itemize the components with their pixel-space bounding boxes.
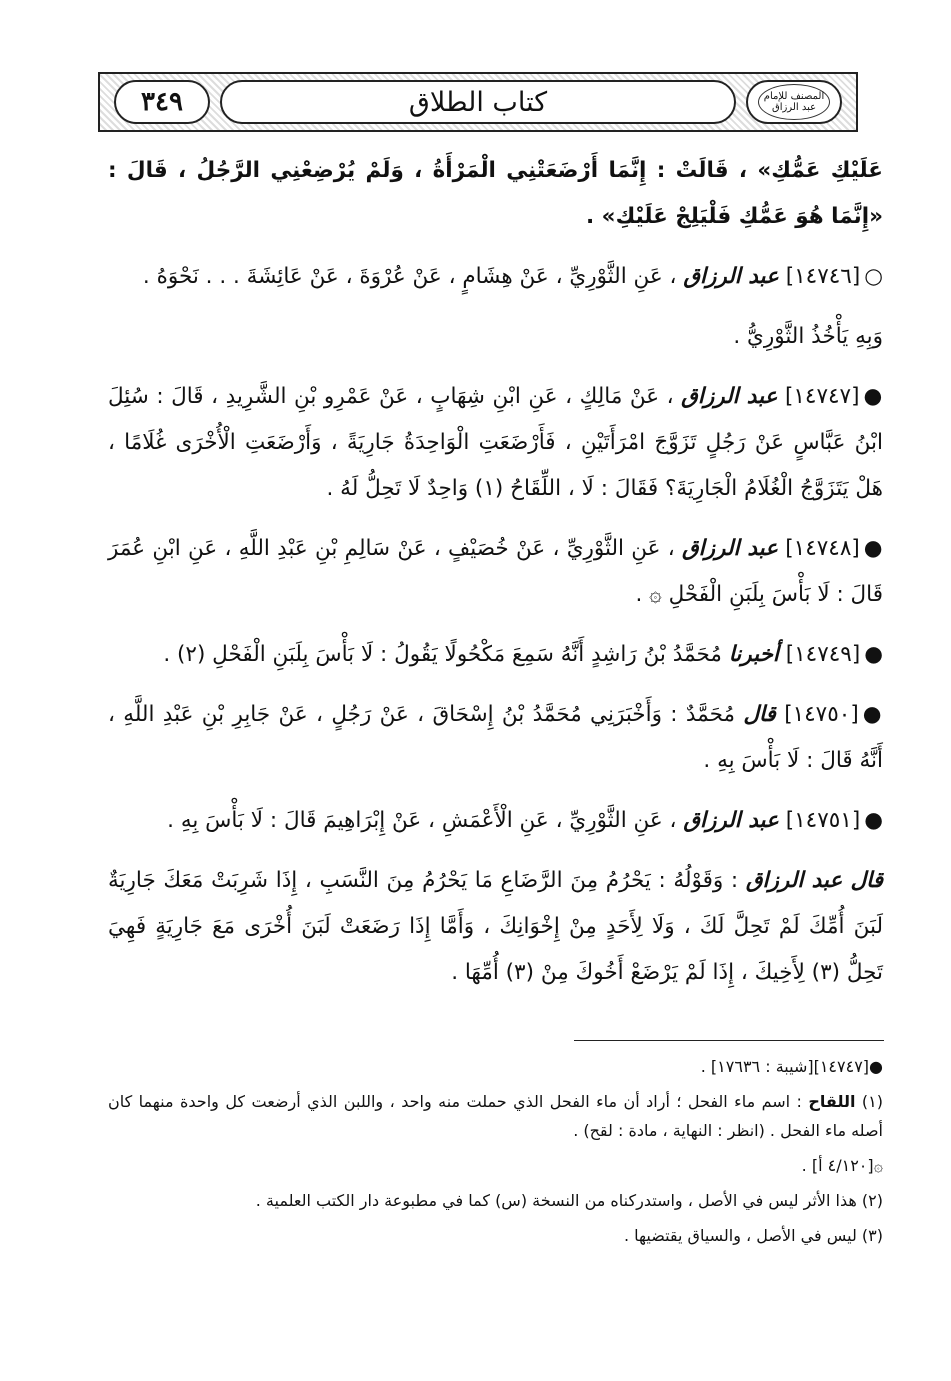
bullet-filled: ● [864, 808, 883, 833]
hadith-text: مُحَمَّدٌ : وَأَخْبَرَنِي مُحَمَّدُ بْنُ إِسْحَاقَ ، عَنْ رَجُلٍ ، عَنْ جَابِرِ بْنِ عَبْدِ اللَّهِ ، أَنَّهُ قَالَ : لَا بَأْسَ بِهِ . [108, 702, 883, 773]
hadith-number: [١٤٧٤٨] [785, 536, 860, 561]
footnote-text: (٣) ليس في الأصل ، والسياق يقتضيها . [623, 1226, 883, 1245]
hadith-text: ، عَنِ الثَّوْرِيِّ ، عَنِ الْأَعْمَشِ ، عَنْ إِبْرَاهِيمَ قَالَ : لَا بَأْسَ بِهِ . [167, 808, 677, 833]
footnote-text: (٢) هذا الأثر ليس في الأصل ، واستدركناه من النسخة (س) كما في مطبوعة دار الكتب العلمية . [255, 1191, 883, 1210]
paragraph-1-text: عَلَيْكِ عَمُّكِ» ، قَالَتْ : إِنَّمَا أَرْضَعَتْنِي الْمَرْأَةُ ، وَلَمْ يُرْضِعْنِي الرَّجُلُ ، قَالَ : «إِنَّمَا هُوَ عَمُّكِ فَلْيَلِجْ عَلَيْكِ» . [108, 158, 883, 229]
footnote-reference [108, 1052, 883, 1081]
footnote-1 [108, 1087, 883, 1145]
manuscript-folio-note [108, 1151, 883, 1180]
page-header [98, 72, 858, 132]
bullet-filled: ● [862, 702, 883, 727]
comment-text: وَبِهِ يَأْخُذُ الثَّوْرِيُّ . [733, 324, 883, 349]
source-name: عبد الرزاق [683, 808, 779, 833]
source-name: عبد الرزاق [683, 264, 779, 289]
bullet-hollow: ○ [864, 264, 883, 289]
book-logo: المصنف للإمام عبد الرزاق [758, 84, 830, 120]
hadith-14746 [108, 254, 883, 300]
hadith-text: ، عَنِ الثَّوْرِيِّ ، عَنْ هِشَامٍ ، عَنْ عُرْوَةَ ، عَنْ عَائِشَةَ . . . نَحْوَهُ . [142, 264, 677, 289]
footnote-2 [108, 1186, 883, 1215]
hadith-number: [١٤٧٤٩] [785, 642, 861, 667]
footnotes [108, 1052, 883, 1256]
hadith-text: مُحَمَّدُ بْنُ رَاشِدٍ أَنَّهُ سَمِعَ مَكْحُولًا يَقُولُ : لَا بَأْسَ بِلَبَنِ الْفَحْلِ (٢) . [163, 642, 722, 667]
hadith-number: [١٤٧٤٦] [785, 264, 861, 289]
hadith-text: ، عَنِ الثَّوْرِيِّ ، عَنْ خُصَيْفٍ ، عَنْ سَالِمِ بْنِ عَبْدِ اللَّهِ ، عَنِ ابْنِ عُمَرَ قَالَ : لَا بَأْسَ بِلَبَنِ الْفَحْلِ ۞ . [108, 536, 883, 607]
hadith-14750 [108, 692, 883, 784]
bullet-filled: ● [864, 642, 883, 667]
source-name: أخبرنا [728, 642, 779, 667]
page-number-badge [114, 80, 210, 124]
source-name: قال عبد الرزاق [745, 868, 884, 893]
source-name: عبد الرزاق [682, 536, 778, 561]
footnote-divider [574, 1040, 884, 1041]
page-number: ٣٤٩ [141, 87, 183, 117]
folio-text: ۞[٤/١٢٠ أ] . [801, 1156, 883, 1175]
bullet-filled: ● [863, 536, 883, 561]
source-name: قال [743, 702, 776, 727]
main-text [108, 148, 883, 1010]
abdurrazzaq-commentary [108, 858, 883, 996]
footnote-text: : اسم ماء الفحل ؛ أراد أن ماء الفحل الذي حملت منه واحد ، واللبن الذي أرضعت كل واحدة منهما كان أصله ماء الفحل . (انظر : النهاية ، مادة : لقح) . [108, 1092, 883, 1140]
chapter-title: كتاب الطلاق [408, 86, 548, 118]
footnote-number: (١) [861, 1092, 884, 1111]
header-title-frame [220, 80, 736, 124]
hadith-14751 [108, 798, 883, 844]
source-name: عبد الرزاق [681, 384, 778, 409]
hadith-number: [١٤٧٥١] [785, 808, 861, 833]
footnote-3 [108, 1221, 883, 1250]
bullet-filled: ● [863, 384, 883, 409]
comment-thawri [108, 314, 883, 360]
hadith-number: [١٤٧٤٧] [784, 384, 860, 409]
footnote-keyword: اللقاح [808, 1092, 856, 1111]
hadith-14749 [108, 632, 883, 678]
hadith-number: [١٤٧٥٠] [784, 702, 859, 727]
paragraph-1 [108, 148, 883, 240]
logo-badge [746, 80, 842, 124]
hadith-14748 [108, 526, 883, 618]
commentary-text: : وَقَوْلُهُ : يَحْرُمُ مِنَ الرَّضَاعِ مَا يَحْرُمُ مِنَ النَّسَبِ ، إِذَا شَرِبَتْ مَعَكَ جَارِيَةٌ لَبَنَ أُمِّكَ لَمْ تَحِلَّ لَكَ ، وَلَا لِأَحَدٍ مِنْ إِخْوَانِكَ ، وَأَمَّا إِذَا رَضَعَتْ لَبَنَ أُخْرَى مَعَ جَارِيَةٍ فَهِيَ تَحِلُّ (٣) لِأَخِيكَ ، إِذَا لَمْ يَرْضَعْ أَخُوكَ مِنْ (٣) أُمِّهَا . [108, 868, 883, 985]
hadith-text: ، عَنْ مَالِكٍ ، عَنِ ابْنِ شِهَابٍ ، عَنْ عَمْرِو بْنِ الشَّرِيدِ ، قَالَ : سُئِلَ ابْنُ عَبَّاسٍ عَنْ رَجُلٍ تَزَوَّجَ امْرَأَتَيْنِ ، فَأَرْضَعَتِ الْوَاحِدَةُ جَارِيَةً ، وَأَرْضَعَتِ الْأُخْرَى غُلَامًا ، هَلْ يَتَزَوَّجُ الْغُلَامُ الْجَارِيَةَ؟ فَقَالَ : لَا ، اللِّقَاحُ (١) وَاحِدٌ لَا تَحِلُّ لَهُ . [108, 384, 883, 501]
hadith-14747 [108, 374, 883, 512]
reference-text: ●[١٤٧٤٧][شيبة : ١٧٦٣٦] . [700, 1057, 883, 1076]
